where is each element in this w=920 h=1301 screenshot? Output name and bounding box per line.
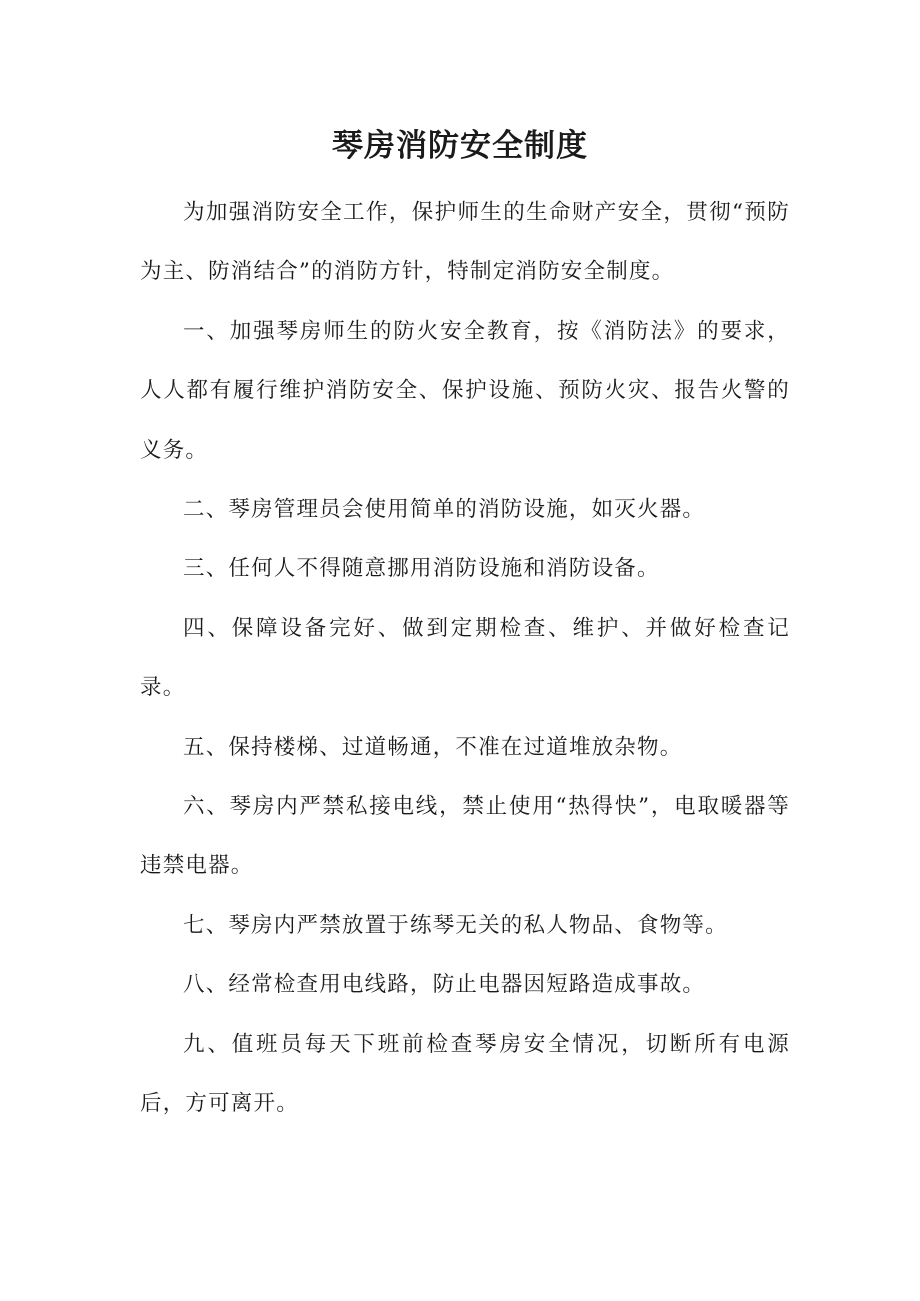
paragraph-rule-7: 七、琴房内严禁放置于练琴无关的私人物品、食物等。: [183, 912, 728, 938]
page-title: 琴房消防安全制度: [332, 128, 588, 164]
paragraph-rule-4: 四、保障设备完好、做到定期检查、维护、并做好检查记录。: [140, 615, 790, 701]
paragraph-rule-9: 九、值班员每天下班前检查琴房安全情况，切断所有电源后，方可离开。: [140, 1031, 790, 1117]
paragraph-rule-2: 二、琴房管理员会使用简单的消防设施，如灭火器。: [183, 497, 706, 523]
paragraph-rule-3: 三、任何人不得随意挪用消防设施和消防设备。: [183, 556, 660, 582]
paragraph-rule-5: 五、保持楼梯、过道畅通，不准在过道堆放杂物。: [183, 734, 683, 760]
paragraph-rule-1: 一、加强琴房师生的防火安全教育，按《消防法》的要求，人人都有履行维护消防安全、保护设施、预防火灾、报告火警的义务。: [140, 318, 790, 463]
paragraph-rule-8: 八、经常检查用电线路，防止电器因短路造成事故。: [183, 972, 706, 998]
paragraph-rule-6: 六、琴房内严禁私接电线，禁止使用“热得快”，电取暖器等违禁电器。: [140, 794, 790, 879]
paragraph-intro: 为加强消防安全工作，保护师生的生命财产安全，贯彻“预防为主、防消结合”的消防方针，特制定消防安全制度。: [140, 200, 790, 285]
document-body: [140, 183, 790, 1134]
